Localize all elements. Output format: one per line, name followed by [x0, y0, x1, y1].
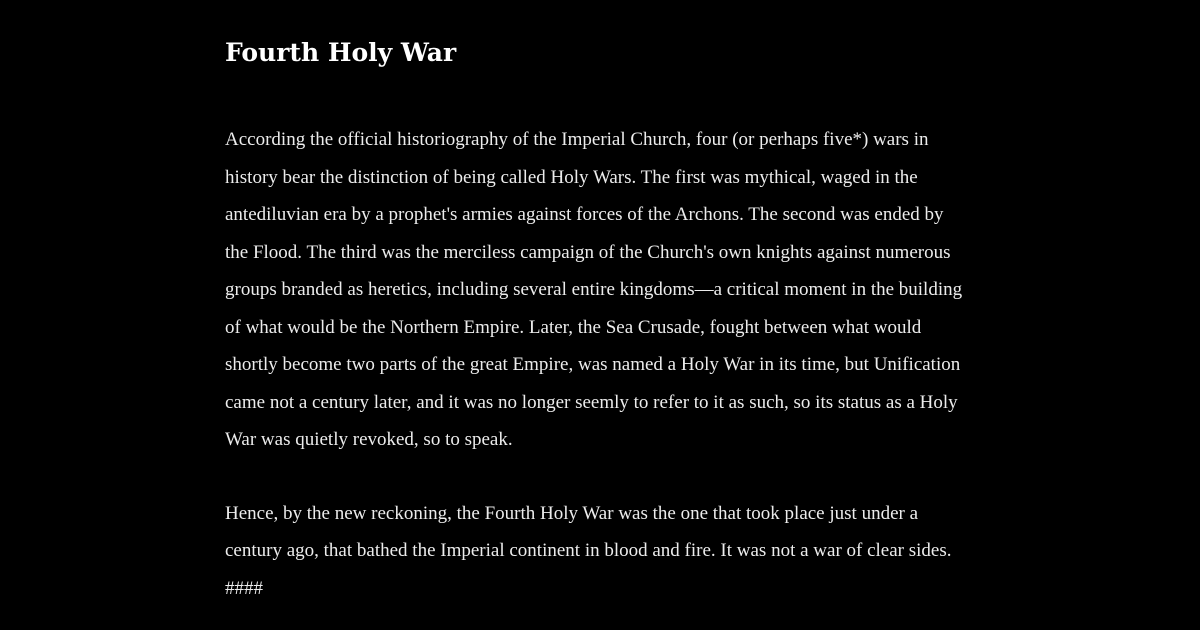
article-paragraph-1: According the official historiography of the Imperial Church, four (or perhaps five*) wars in history bear the distinction of being called Holy Wars. The first was mythical, waged in the antediluvian era by a prophet's armies against forces of the Archons. The second was ended by the Flood. The third was the merciless campaign of the Church's own knights against numerous groups branded as heretics, including several entire kingdoms—a critical moment in the building of what would be the Northern Empire. Later, the Sea Crusade, fought between what would shortly become two parts of the great Empire, was named a Holy War in its time, but Unification came not a century later, and it was no longer seemly to refer to it as such, so its status as a Holy War was quietly revoked, so to speak.: [225, 129, 963, 450]
page-title: Fourth Holy War: [225, 38, 457, 67]
article: [225, 34, 970, 607]
article-paragraph-2: Hence, by the new reckoning, the Fourth Holy War was the one that took place just under a century ago, that bathed the Imperial continent in blood and fire. It was not a war of clear sides. ####: [225, 502, 952, 599]
